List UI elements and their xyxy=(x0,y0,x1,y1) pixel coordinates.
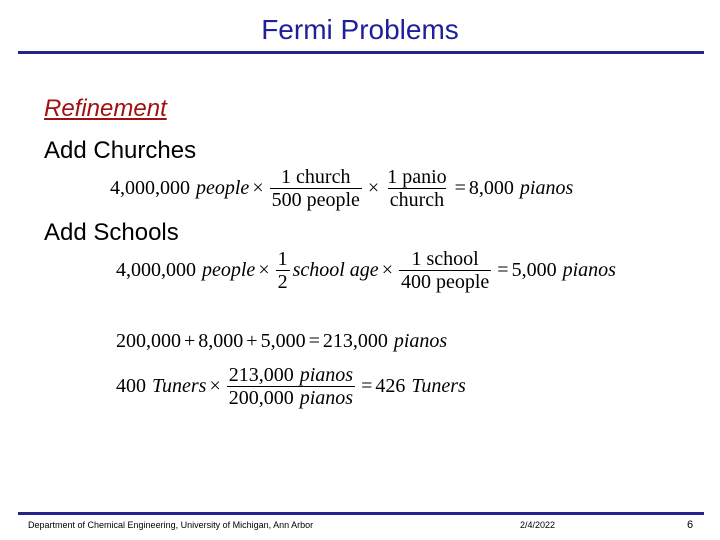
eq4-denominator-unit: pianos xyxy=(299,387,354,409)
footer-department: Department of Chemical Engineering, University of Michigan, Ann Arbor xyxy=(28,520,314,530)
eq3-term-3: 5,000 xyxy=(260,330,306,352)
eq1-fraction-2-denominator: church xyxy=(389,189,445,211)
eq4-fraction-denominator xyxy=(227,386,355,409)
eq4-fraction xyxy=(227,364,355,409)
footer-divider xyxy=(18,512,704,515)
eq4-tuners-unit: Tuners xyxy=(152,375,207,397)
eq2-result: 5,000 xyxy=(511,259,557,281)
refinement-heading: Refinement xyxy=(44,95,167,122)
title-divider xyxy=(18,51,704,54)
eq3-term-2: 8,000 xyxy=(198,330,244,352)
footer-date: 2/4/2022 xyxy=(520,520,556,530)
eq2-times-2: × xyxy=(381,259,393,281)
eq2-fraction-2-denominator: 400 people xyxy=(400,271,490,293)
eq1-fraction-2-numerator: 1 panio xyxy=(387,166,447,188)
eq2-population: 4,000,000 xyxy=(116,259,196,281)
eq4-numerator-unit: pianos xyxy=(299,364,354,386)
total-pianos-equation xyxy=(116,330,447,353)
schools-equation xyxy=(116,248,616,293)
eq1-fraction-1-numerator: 1 church xyxy=(281,166,351,188)
tuners-equation xyxy=(116,364,466,409)
slide-title: Fermi Problems xyxy=(261,14,459,45)
eq2-fraction-1 xyxy=(276,248,290,293)
eq3-term-1: 200,000 xyxy=(116,330,181,352)
eq1-equals: = xyxy=(454,177,466,199)
eq1-result-unit: pianos xyxy=(519,177,574,199)
eq4-fraction-numerator xyxy=(227,364,355,386)
eq4-result: 426 xyxy=(375,375,406,397)
eq4-equals: = xyxy=(361,375,373,397)
eq1-fraction-1 xyxy=(270,166,362,211)
eq4-numerator-value: 213,000 xyxy=(228,364,294,386)
add-churches-label: Add Churches xyxy=(44,137,197,164)
eq4-denominator-value: 200,000 xyxy=(228,387,294,409)
eq2-result-unit: pianos xyxy=(562,259,616,281)
eq3-result: 213,000 xyxy=(322,330,388,352)
churches-equation xyxy=(110,166,573,211)
eq4-times: × xyxy=(209,375,221,397)
eq2-fraction-1-denominator: 2 xyxy=(277,271,288,293)
eq2-fraction-2-numerator: 1 school xyxy=(411,248,479,270)
eq3-plus-2: + xyxy=(246,330,258,352)
eq3-result-unit: pianos xyxy=(393,330,448,352)
eq1-times-1: × xyxy=(252,177,264,199)
eq2-mid-unit: school age xyxy=(292,259,379,281)
eq2-times-1: × xyxy=(258,259,270,281)
eq1-times-2: × xyxy=(367,177,380,199)
eq2-population-unit: people xyxy=(202,259,256,281)
eq1-fraction-1-denominator: 500 people xyxy=(271,189,360,211)
eq4-tuners-count: 400 xyxy=(116,375,146,397)
eq1-fraction-2 xyxy=(385,166,448,211)
eq1-result: 8,000 xyxy=(468,177,514,199)
eq3-equals: = xyxy=(308,330,320,352)
eq2-fraction-1-numerator: 1 xyxy=(277,248,288,270)
page-number: 6 xyxy=(687,519,694,531)
eq1-population-unit: people xyxy=(196,177,250,199)
eq2-fraction-2 xyxy=(399,248,491,293)
eq3-plus-1: + xyxy=(184,330,196,352)
eq1-population: 4,000,000 xyxy=(110,177,190,199)
eq4-result-unit: Tuners xyxy=(411,375,466,397)
eq2-equals: = xyxy=(497,259,509,281)
add-schools-label: Add Schools xyxy=(44,219,179,246)
